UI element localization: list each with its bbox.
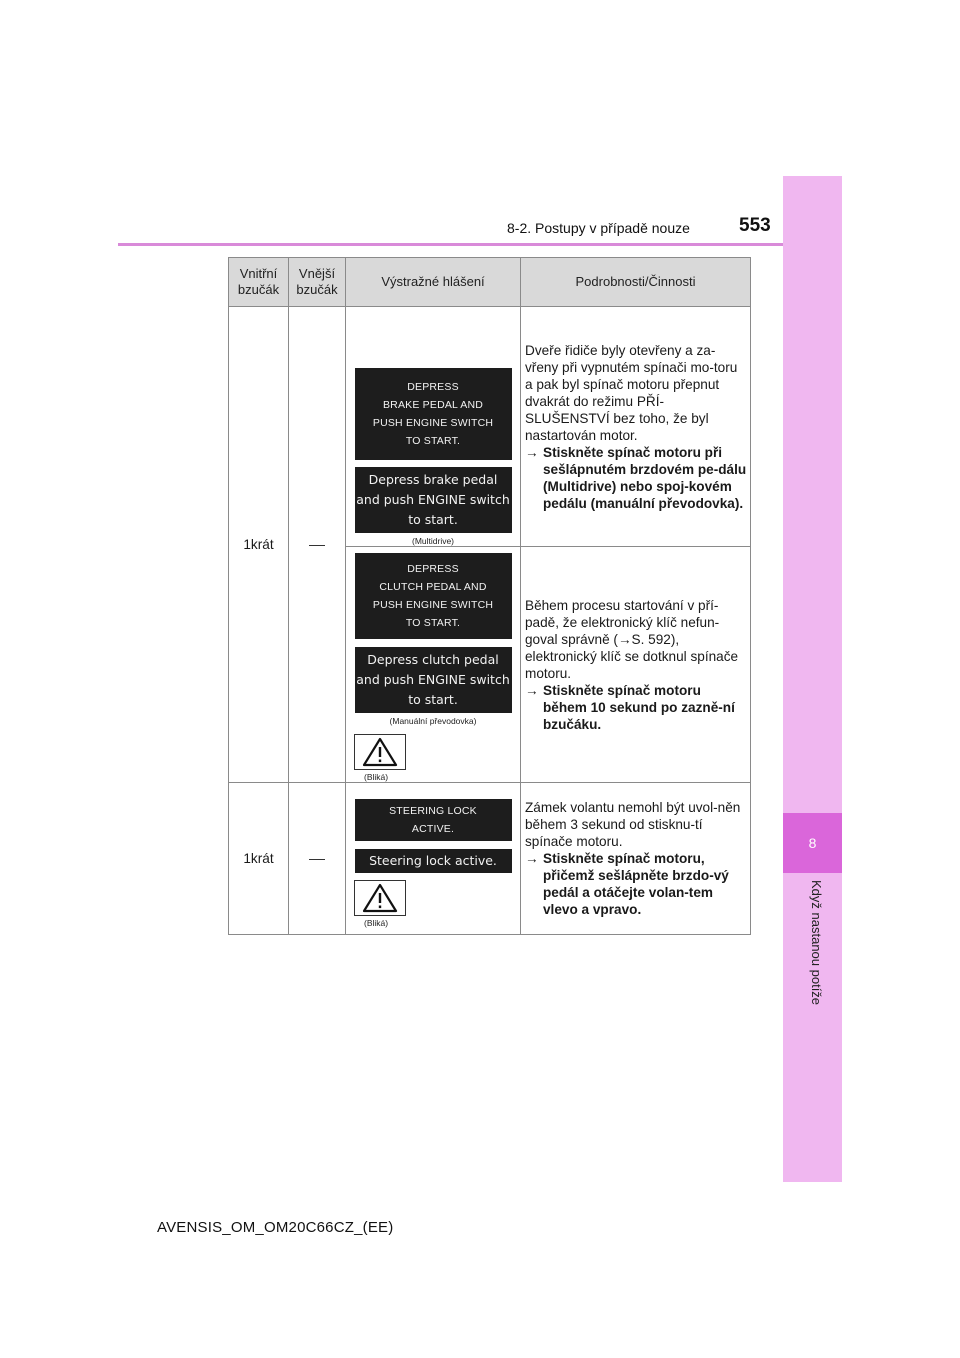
chapter-number: 8 <box>783 813 842 873</box>
message-caption: (Multidrive) <box>411 536 455 546</box>
table-header-row <box>229 258 751 307</box>
arrow-icon: → <box>525 851 539 866</box>
action-text: Stiskněte spínač motoru během 10 sekund po zazně-ní bzučáku. <box>543 682 735 732</box>
details-cell <box>521 307 751 547</box>
warning-message-cell <box>346 307 521 547</box>
col-header-outer-buzzer: Vnější bzučák <box>289 258 346 307</box>
action-text: Stiskněte spínač motoru při sešlápnutém brzdovém pe-dálu (Multidrive) nebo spoj-kovém pedálu (manuální převodovka). <box>543 444 747 511</box>
message-line: DEPRESS <box>407 381 459 393</box>
message-line: STEERING LOCK <box>389 805 477 817</box>
message-display-hand <box>355 849 512 873</box>
action-text: Stiskněte spínač motoru, přičemž sešlápněte brzdo-vý pedál a otáčejte volan-tem vlevo a vpravo. <box>543 851 729 917</box>
message-line: CLUTCH PEDAL AND <box>379 581 487 593</box>
warning-message-cell <box>346 547 521 783</box>
message-line: to start. <box>408 692 458 707</box>
table-row <box>229 783 751 935</box>
action-line <box>525 444 748 512</box>
outer-buzzer-cell <box>289 307 346 783</box>
message-display-caps <box>355 799 512 841</box>
icon-caption: (Bliká) <box>364 918 389 928</box>
section-title: 8-2. Postupy v případě nouze <box>507 220 690 236</box>
warning-triangle-icon <box>354 880 406 916</box>
action-line <box>525 850 748 918</box>
arrow-icon: → <box>525 444 539 460</box>
message-line: Steering lock active. <box>369 853 497 868</box>
message-line: and push ENGINE switch <box>356 492 510 507</box>
message-display-caps <box>355 553 512 639</box>
message-line: BRAKE PEDAL AND <box>382 399 484 411</box>
warning-table <box>228 257 751 935</box>
message-line: and push ENGINE switch <box>356 672 510 687</box>
col-header-details: Podrobnosti/Činnosti <box>521 258 751 307</box>
inner-buzzer-cell: 1krát <box>229 307 289 783</box>
chapter-label: Když nastanou potíže <box>809 880 824 1006</box>
details-text: Zámek volantu nemohl být uvol-něn během 3 sekund od stisknu-tí spínače motoru. <box>525 800 741 849</box>
message-line: TO START. <box>405 617 461 629</box>
message-caption: (Manuální převodovka) <box>389 716 477 726</box>
details-text: Dveře řidiče byly otevřeny a za-vřeny při vypnutém spínači mo-toru a pak byl spínač motoru přepnut dvakrát do režimu PŘÍ-SLUŠENSTVÍ bez toho, že byl nastartován motor. <box>525 342 738 443</box>
message-display-hand <box>355 467 512 533</box>
col-header-inner-buzzer: Vnitřní bzučák <box>229 258 289 307</box>
dash-mark <box>309 545 325 546</box>
message-line: to start. <box>408 512 458 527</box>
icon-caption: (Bliká) <box>364 772 389 782</box>
warning-triangle-icon <box>354 734 406 770</box>
document-code: AVENSIS_OM_OM20C66CZ_(EE) <box>157 1219 394 1236</box>
message-line: ACTIVE. <box>411 823 455 835</box>
outer-buzzer-cell <box>289 783 346 935</box>
details-text: Během procesu startování v pří-padě, že elektronický klíč nefun-goval správně (→S. 592), elektronický klíč se dotknul spínače motoru. <box>525 597 739 681</box>
message-display-caps <box>355 368 512 460</box>
message-line: Depress brake pedal <box>368 472 498 487</box>
message-line: Depress clutch pedal <box>367 652 499 667</box>
dash-mark <box>309 859 325 860</box>
table-row <box>229 307 751 547</box>
message-line: PUSH ENGINE SWITCH <box>372 417 494 429</box>
message-line: DEPRESS <box>407 563 459 575</box>
arrow-icon: → <box>525 682 539 698</box>
inner-buzzer-cell: 1krát <box>229 783 289 935</box>
message-display-hand <box>355 647 512 713</box>
header-rule <box>118 243 783 246</box>
col-header-warning-message: Výstražné hlášení <box>346 258 521 307</box>
chapter-side-tab <box>783 176 842 1182</box>
message-line: PUSH ENGINE SWITCH <box>372 599 494 611</box>
page-number: 553 <box>739 215 771 236</box>
message-line: TO START. <box>405 435 461 447</box>
action-line <box>525 682 748 733</box>
details-cell <box>521 547 751 783</box>
warning-message-cell <box>346 783 521 935</box>
details-cell <box>521 783 751 935</box>
